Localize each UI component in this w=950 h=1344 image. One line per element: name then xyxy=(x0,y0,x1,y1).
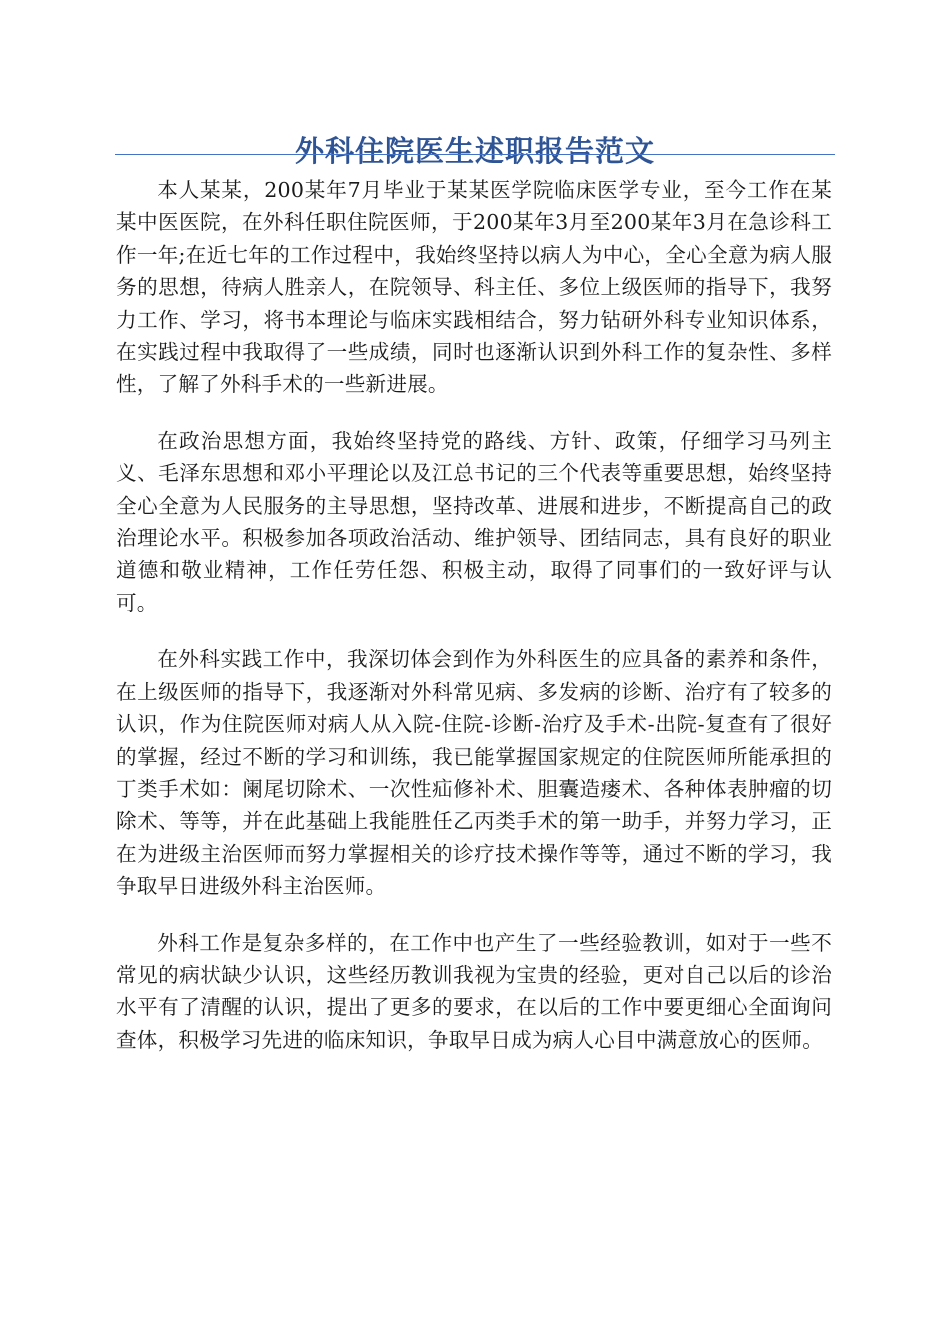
paragraph-lessons: 外科工作是复杂多样的，在工作中也产生了一些经验教训，如对于一些不常见的病状缺少认识，这些经历教训我视为宝贵的经验，更对自己以后的诊治水平有了清醒的认识，提出了更多的要求，在以后的工作中要更细心全面询问查体，积极学习先进的临床知识，争取早日成为病人心目中满意放心的医师。 xyxy=(116,930,832,1052)
paragraph-political: 在政治思想方面，我始终坚持党的路线、方针、政策，仔细学习马列主义、毛泽东思想和邓小平理论以及江总书记的三个代表等重要思想，始终坚持全心全意为人民服务的主导思想，坚持改革、进展和进步，不断提高自己的政治理论水平。积极参加各项政治活动、维护领导、团结同志，具有良好的职业道德和敬业精神，工作任劳任怨、积极主动，取得了同事们的一致好评与认可。 xyxy=(116,428,832,615)
title-underline xyxy=(115,154,835,155)
paragraph-practice: 在外科实践工作中，我深切体会到作为外科医生的应具备的素养和条件，在上级医师的指导下，我逐渐对外科常见病、多发病的诊断、治疗有了较多的认识，作为住院医师对病人从入院-住院-诊断-治疗及手术-出院-复查有了很好的掌握，经过不断的学习和训练，我已能掌握国家规定的住院医师所能承担的丁类手术如：阑尾切除术、一次性疝修补术、胆囊造瘘术、各种体表肿瘤的切除术、等等，并在此基础上我能胜任乙丙类手术的第一助手，并努力学习，正在为进级主治医师而努力掌握相关的诊疗技术操作等等，通过不断的学习，我争取早日进级外科主治医师。 xyxy=(116,647,832,899)
paragraph-intro: 本人某某，200某年7月毕业于某某医学院临床医学专业，至今工作在某某中医医院，在外科任职住院医师，于200某年3月至200某年3月在急诊科工作一年;在近七年的工作过程中，我始终坚持以病人为中心，全心全意为病人服务的思想，待病人胜亲人，在院领导、科主任、多位上级医师的指导下，我努力工作、学习，将书本理论与临床实践相结合，努力钻研外科专业知识体系，在实践过程中我取得了一些成绩，同时也逐渐认识到外科工作的复杂性、多样性，了解了外科手术的一些新进展。 xyxy=(116,178,832,397)
document-title: 外科住院医生述职报告范文 xyxy=(294,134,655,169)
document-body xyxy=(116,174,832,1056)
